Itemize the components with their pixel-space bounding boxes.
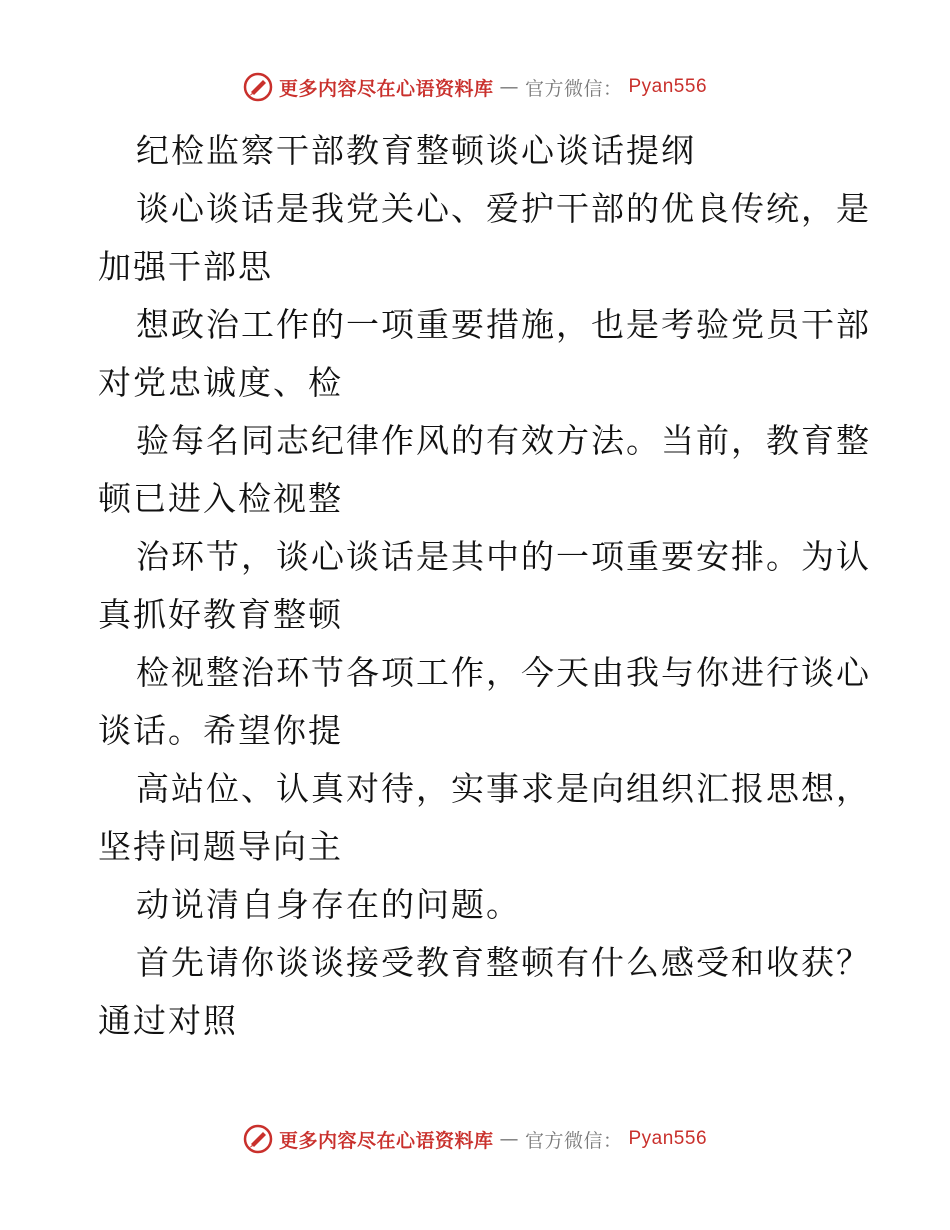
text-line: 加强干部思 [98, 247, 273, 286]
document-body [98, 122, 871, 1050]
watermark-brand: 更多内容尽在心语资料库 [278, 77, 494, 100]
brand-logo-icon [243, 72, 273, 102]
text-line: 高站位、认真对待，实事求是向组织汇报思想， [136, 769, 871, 808]
text-line: 验每名同志纪律作风的有效方法。当前，教育整 [136, 421, 871, 460]
watermark-footer [0, 1124, 950, 1154]
text-line: 治环节，谈心谈话是其中的一项重要安排。为认 [136, 537, 871, 576]
text-line: 动说清自身存在的问题。 [136, 885, 521, 924]
text-line: 谈话。希望你提 [98, 711, 343, 750]
watermark-label: 官方微信： [524, 1129, 623, 1152]
watermark-id: Pyan556 [628, 76, 708, 97]
text-line: 纪检监察干部教育整顿谈心谈话提纲 [136, 131, 696, 170]
text-line: 真抓好教育整顿 [98, 595, 343, 634]
text-line: 通过对照 [98, 1001, 238, 1040]
watermark-header [0, 72, 950, 102]
text-line: 检视整治环节各项工作，今天由我与你进行谈心 [136, 653, 871, 692]
text-line: 坚持问题导向主 [98, 827, 343, 866]
watermark-brand: 更多内容尽在心语资料库 [278, 1129, 494, 1152]
watermark-dash: — [499, 76, 519, 98]
watermark-dash: — [499, 1128, 519, 1150]
text-line: 对党忠诚度、检 [98, 363, 343, 402]
text-line: 谈心谈话是我党关心、爱护干部的优良传统，是 [136, 189, 871, 228]
text-line: 顿已进入检视整 [98, 479, 343, 518]
text-line: 首先请你谈谈接受教育整顿有什么感受和收获？ [136, 943, 871, 982]
watermark-id: Pyan556 [628, 1128, 708, 1149]
text-line: 想政治工作的一项重要措施，也是考验党员干部 [136, 305, 871, 344]
watermark-label: 官方微信： [524, 77, 623, 100]
brand-logo-icon [243, 1124, 273, 1154]
